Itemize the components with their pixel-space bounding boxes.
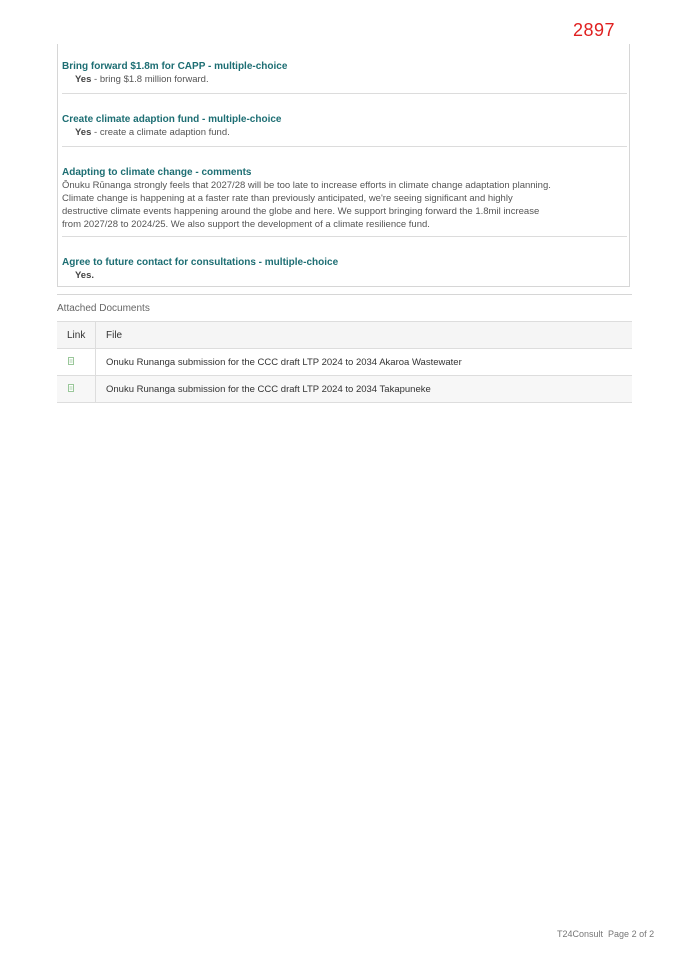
comment-line: Climate change is happening at a faster rate than previously anticipated, we're seeing significant and highly xyxy=(62,193,513,204)
footer-page-label: Page 2 of 2 xyxy=(608,929,655,939)
page-footer xyxy=(557,929,654,939)
link-cell[interactable] xyxy=(57,376,96,403)
response-item-climate-fund xyxy=(62,113,627,139)
answer-choice: Yes. xyxy=(75,270,95,281)
table-row xyxy=(57,349,632,376)
document-link-icon[interactable] xyxy=(68,384,75,392)
answer-detail: - create a climate adaption fund. xyxy=(91,127,230,138)
table-row xyxy=(57,376,632,403)
response-item-capp xyxy=(62,60,627,86)
attached-documents-table xyxy=(57,321,632,403)
submission-responses-panel xyxy=(57,44,630,287)
footer-brand: T24Consult xyxy=(557,929,604,939)
file-name-cell: Onuku Runanga submission for the CCC draft LTP 2024 to 2034 Takapuneke xyxy=(96,376,633,403)
question-title: Bring forward $1.8m for CAPP - multiple-choice xyxy=(62,61,288,72)
answer-choice: Yes xyxy=(75,74,92,85)
response-item-adapting-comments xyxy=(62,166,627,231)
question-title: Agree to future contact for consultations - multiple-choice xyxy=(62,257,339,268)
response-divider xyxy=(62,146,627,147)
section-divider xyxy=(57,294,632,295)
page-stamp-number: 2897 xyxy=(573,20,616,40)
comment-line: from 2027/28 to 2024/25. We also support the development of a climate resilience fund. xyxy=(62,219,430,230)
answer-choice: Yes xyxy=(75,127,92,138)
question-answer xyxy=(62,73,627,86)
comment-line: destructive climate events happening around the globe and here. We support bringing forward the 1.8mil increase xyxy=(62,206,540,217)
question-title: Adapting to climate change - comments xyxy=(62,167,252,178)
question-answer xyxy=(62,269,627,282)
response-divider xyxy=(62,236,627,237)
attached-documents-heading: Attached Documents xyxy=(57,303,150,314)
table-header-row xyxy=(57,322,632,349)
question-title: Create climate adaption fund - multiple-choice xyxy=(62,114,282,125)
link-cell[interactable] xyxy=(57,349,96,376)
response-divider xyxy=(62,93,627,94)
comment-text xyxy=(62,179,572,231)
document-link-icon[interactable] xyxy=(68,357,75,365)
comment-line: Ōnuku Rūnanga strongly feels that 2027/28 will be too late to increase efforts in climate change adaptation planning. xyxy=(62,180,551,191)
column-header-file: File xyxy=(96,322,633,349)
file-name-cell: Onuku Runanga submission for the CCC draft LTP 2024 to 2034 Akaroa Wastewater xyxy=(96,349,633,376)
column-header-link: Link xyxy=(57,322,96,349)
response-item-future-contact xyxy=(62,256,627,282)
question-answer xyxy=(62,126,627,139)
answer-detail: - bring $1.8 million forward. xyxy=(91,74,209,85)
